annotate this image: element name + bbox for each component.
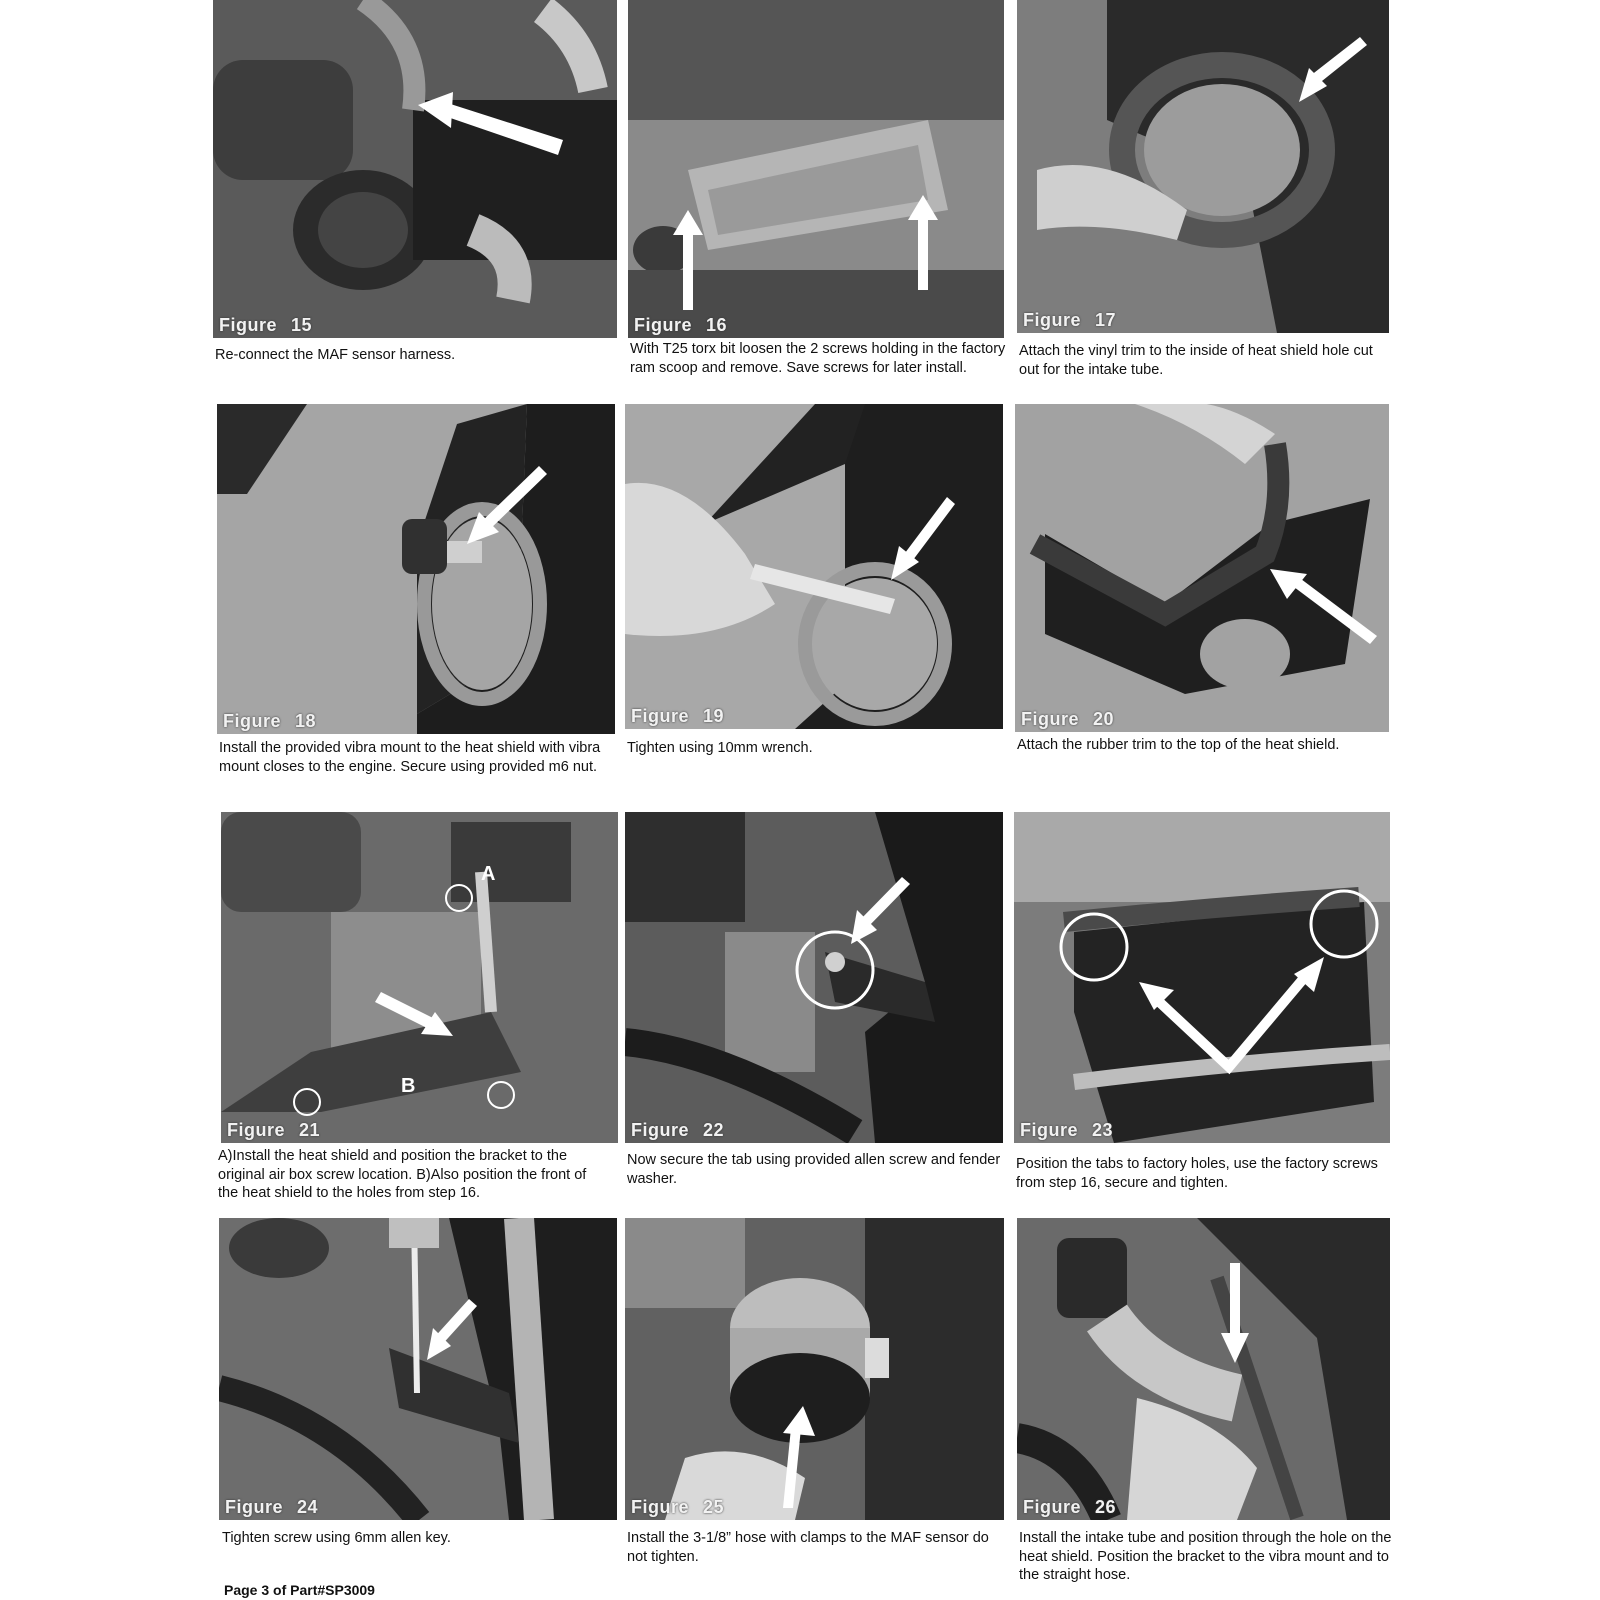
figure-26-caption: Install the intake tube and position through the hole on the heat shield. Position the bracket to the vibra mount and to the straight hose.	[1019, 1530, 1392, 1583]
figure-label: Figure 22	[631, 1120, 725, 1140]
figure-21-photo	[221, 812, 618, 1143]
figure-16-photo	[628, 0, 1004, 338]
ram-scoop-illustration	[628, 0, 1004, 338]
figure-label: Figure 26	[1023, 1497, 1117, 1517]
figure-19-caption: Tighten using 10mm wrench.	[627, 740, 813, 756]
marker-a: A	[481, 863, 496, 885]
figure-17-caption: Attach the vinyl trim to the inside of heat shield hole cut out for the intake tube.	[1019, 343, 1373, 378]
figure-20-photo	[1015, 404, 1389, 732]
engine-photo-illustration	[213, 0, 617, 338]
figure-label: Figure 21	[227, 1120, 321, 1140]
figure-18-caption: Install the provided vibra mount to the heat shield with vibra mount closes to the engine. Secure using provided m6 nut.	[219, 740, 601, 775]
allen-key-illustration	[219, 1218, 617, 1520]
figure-16-caption: With T25 torx bit loosen the 2 screws holding in the factory ram scoop and remove. Save screws for later install.	[630, 341, 1006, 376]
figure-label: Figure 15	[219, 315, 313, 335]
figure-23-photo	[1014, 812, 1390, 1143]
figure-22-caption: Now secure the tab using provided allen screw and fender washer.	[627, 1152, 1001, 1187]
figure-17-photo	[1017, 0, 1389, 333]
wrench-illustration	[625, 404, 1003, 729]
heat-shield-install-illustration	[221, 812, 618, 1143]
figure-label: Figure 23	[1020, 1120, 1114, 1140]
figure-15-photo	[213, 0, 617, 338]
figure-22-photo	[625, 812, 1003, 1143]
figure-label: Figure 18	[223, 711, 317, 731]
figure-26-photo	[1017, 1218, 1390, 1520]
allen-screw-tab-illustration	[625, 812, 1003, 1143]
figure-15-caption: Re-connect the MAF sensor harness.	[215, 347, 456, 363]
factory-holes-illustration	[1014, 812, 1390, 1143]
figure-20-caption: Attach the rubber trim to the top of the heat shield.	[1017, 737, 1340, 753]
figure-label: Figure 17	[1023, 310, 1117, 330]
page-footer: Page 3 of Part#SP3009	[224, 1582, 375, 1598]
marker-b: B	[401, 1075, 416, 1097]
figure-label: Figure 20	[1021, 709, 1115, 729]
figure-label: Figure 19	[631, 706, 725, 726]
intake-tube-illustration	[1017, 1218, 1390, 1520]
figure-18-photo	[217, 404, 615, 734]
figure-label: Figure 25	[631, 1497, 725, 1517]
heat-shield-trim-illustration	[1017, 0, 1389, 333]
figure-24-photo	[219, 1218, 617, 1520]
figure-19-photo	[625, 404, 1003, 729]
figure-24-caption: Tighten screw using 6mm allen key.	[222, 1530, 451, 1546]
figure-label: Figure 24	[225, 1497, 319, 1517]
figure-label: Figure 16	[634, 315, 728, 335]
vibra-mount-illustration	[217, 404, 615, 734]
rubber-trim-illustration	[1015, 404, 1389, 732]
figure-25-photo	[625, 1218, 1004, 1520]
figure-21-caption: A)Install the heat shield and position the bracket to the original air box screw location. B)Also position the front of the heat shield to the holes from step 16.	[218, 1148, 587, 1201]
figure-25-caption: Install the 3-1/8” hose with clamps to the MAF sensor do not tighten.	[627, 1530, 989, 1565]
hose-clamp-illustration	[625, 1218, 1004, 1520]
figure-23-caption: Position the tabs to factory holes, use the factory screws from step 16, secure and tighten.	[1016, 1156, 1378, 1191]
